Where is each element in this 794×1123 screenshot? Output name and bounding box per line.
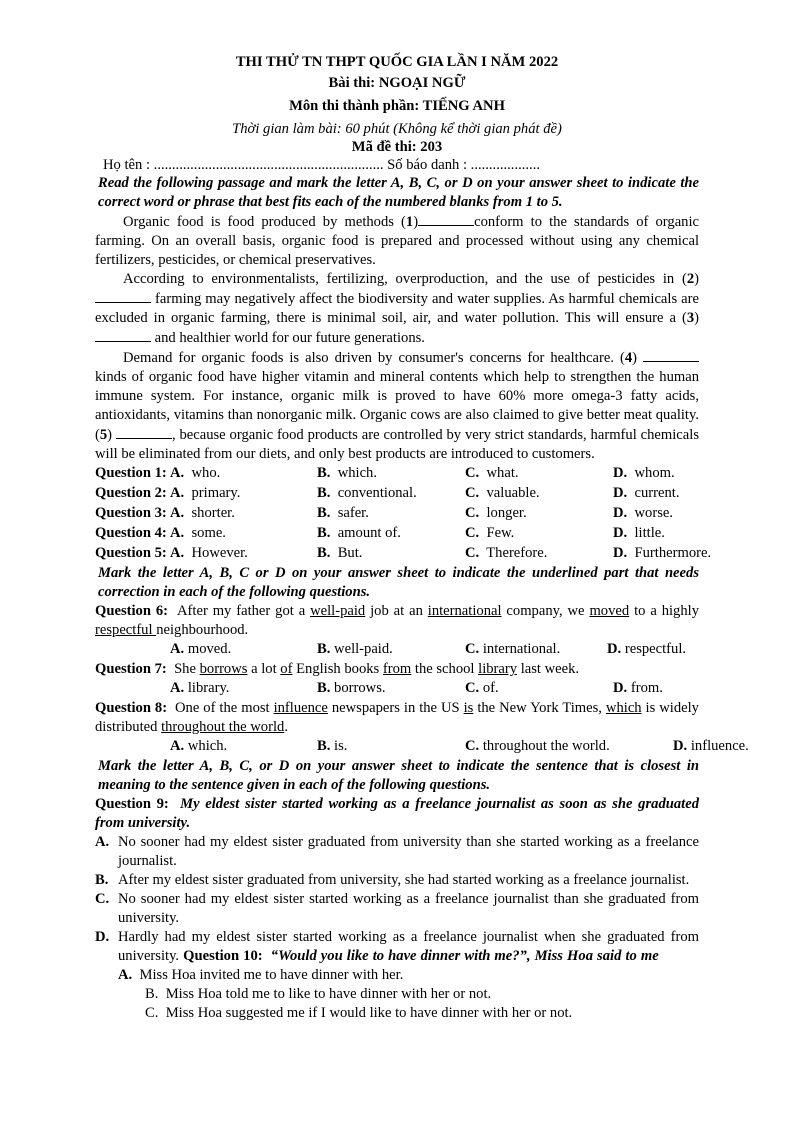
exam-subject: Bài thi: NGOẠI NGỮ <box>328 75 466 91</box>
passage-paragraph-1: Organic food is food produced by methods (1) conform to the standards of organic farming. On an overall basis, organic food is prepared and processed without using any chemical fertilizers, pesticides, or chemical preservatives. <box>95 214 700 268</box>
q6-option-d[interactable]: respectful. <box>624 641 687 657</box>
q8-option-b[interactable]: is. <box>334 738 348 754</box>
exam-code: Mã đề thi: 203 <box>351 139 443 155</box>
question-6-options: A. moved. B. well-paid. C. international. D. respectful. <box>170 641 687 657</box>
blank-3 <box>95 328 151 342</box>
option-d[interactable]: D. whom. <box>613 465 675 481</box>
question-label: Question 5: <box>95 545 167 561</box>
blank-2 <box>95 289 151 303</box>
question-10-text: “Would you like to have dinner with me?”, Miss Hoa said to me <box>270 948 659 964</box>
q6-option-c[interactable]: international. <box>482 641 561 657</box>
exam-title: THI THỬ TN THPT QUỐC GIA LẦN I NĂM 2022 <box>235 54 559 70</box>
option-c[interactable]: C. longer. <box>465 505 527 521</box>
exam-page <box>95 52 749 1023</box>
option-b[interactable]: B. which. <box>317 465 378 481</box>
question-9: Question 9: My eldest sister started working as a freelance journalist as soon as she graduated from university. <box>95 796 699 831</box>
question-7: Question 7: She borrows a lot of English books from the school library last week. <box>95 661 580 677</box>
question-10-label: Question 10: <box>183 948 263 964</box>
option-a[interactable]: A. shorter. <box>170 505 235 521</box>
option-c[interactable]: C. Therefore. <box>465 545 548 561</box>
question-label: Question 3: <box>95 505 167 521</box>
option-a[interactable]: A. primary. <box>170 485 241 501</box>
q9-option-d[interactable]: D. Hardly had my eldest sister started working as a freelance journalist when she graduated from university. Question 10: “Would you like to have dinner with me?”, Miss Hoa said to me A. Miss Hoa invited me to have dinner with her. <box>95 929 699 983</box>
question-row <box>95 544 712 564</box>
option-d[interactable]: D. Furthermore. <box>613 545 712 561</box>
questions-1-5 <box>95 464 712 564</box>
candidate-name-line: Họ tên : ............................................................... Số báo danh : ................... <box>103 157 540 173</box>
q8-option-d[interactable]: influence. <box>690 738 749 754</box>
option-d[interactable]: D. little. <box>613 525 665 541</box>
q6-option-b[interactable]: well-paid. <box>334 641 393 657</box>
q9-option-c[interactable]: C. No sooner had my eldest sister started working as a freelance journalist than she graduated from university. <box>95 891 699 926</box>
option-b[interactable]: B. But. <box>317 545 363 561</box>
question-row <box>95 484 699 504</box>
option-a[interactable]: A. who. <box>170 465 221 481</box>
question-label: Question 4: <box>95 525 167 541</box>
option-b[interactable]: B. conventional. <box>317 485 417 501</box>
q10-option-a[interactable]: Miss Hoa invited me to have dinner with her. <box>139 967 404 983</box>
section2-instruction: Mark the letter A, B, C or D on your answer sheet to indicate the underlined part that needs correction in each of the following questions. <box>98 565 699 600</box>
option-a[interactable]: A. some. <box>170 525 226 541</box>
q10-option-c[interactable]: C. Miss Hoa suggested me if I would like to have dinner with her or not. <box>145 1005 573 1021</box>
option-a[interactable]: A. However. <box>170 545 248 561</box>
q6-option-a[interactable]: moved. <box>187 641 232 657</box>
option-d[interactable]: D. worse. <box>613 505 674 521</box>
passage-paragraph-3: Demand for organic foods is also driven by consumer's concerns for healthcare. (4) kinds of organic food have higher vitamin and mineral contents which help to strengthen the human immune system. For instance, organic milk is proved to have 60% more omega-3 fatty acids, antioxidants, vitamins than nonorganic milk. Organic cows are also claimed to give better meat quality. (5) , because organic food products are controlled by very strict standards, harmful chemicals will be eliminated from our diets, and only best products are introduced to customers. <box>95 350 699 462</box>
question-row <box>95 504 699 524</box>
section3-instruction: Mark the letter A, B, C, or D on your answer sheet to indicate the sentence that is closest in meaning to the sentence given in each of the following questions. <box>98 758 699 793</box>
q7-option-c[interactable]: of. <box>482 680 499 696</box>
q9-option-b[interactable]: B. After my eldest sister graduated from university, she had started working as a freelance journalist. <box>95 872 690 888</box>
q8-option-c[interactable]: throughout the world. <box>482 738 610 754</box>
q9-option-a[interactable]: A. No sooner had my eldest sister graduated from university than she started working as a freelance journalist. <box>95 834 699 869</box>
question-8-options: A. which. B. is. C. throughout the world. D. influence. <box>170 738 749 754</box>
option-c[interactable]: C. valuable. <box>465 485 540 501</box>
option-c[interactable]: C. Few. <box>465 525 515 541</box>
q7-option-a[interactable]: library. <box>187 680 230 696</box>
section1-instruction: Read the following passage and mark the letter A, B, C, or D on your answer sheet to indicate the correct word or phrase that best fits each of the numbered blanks from 1 to 5. <box>98 175 699 210</box>
option-b[interactable]: B. safer. <box>317 505 369 521</box>
question-label: Question 2: <box>95 485 167 501</box>
blank-1 <box>418 212 474 226</box>
q10-option-b[interactable]: B. Miss Hoa told me to like to have dinner with her or not. <box>145 986 492 1002</box>
question-row <box>95 464 699 484</box>
question-label: Question 1: <box>95 465 167 481</box>
passage-paragraph-2: According to environmentalists, fertilizing, overproduction, and the use of pesticides in (2) farming may negatively affect the biodiversity and water supplies. As harmful chemicals are excluded in organic farming, there is minimal soil, air, and water pollution. This will ensure a (3) and healthier world for our future generations. <box>95 271 699 346</box>
q7-option-b[interactable]: borrows. <box>334 680 386 696</box>
q8-option-a[interactable]: which. <box>187 738 228 754</box>
option-c[interactable]: C. what. <box>465 465 519 481</box>
blank-4 <box>643 348 699 362</box>
question-7-options: A. library. B. borrows. C. of. D. from. <box>170 680 663 696</box>
q7-option-d[interactable]: from. <box>630 680 663 696</box>
option-b[interactable]: B. amount of. <box>317 525 401 541</box>
question-8: Question 8: One of the most influence newspapers in the US is the New York Times, which is widely distributed throughout the world. <box>95 700 699 735</box>
option-d[interactable]: D. current. <box>613 485 680 501</box>
exam-component: Môn thi thành phần: TIẾNG ANH <box>289 98 505 114</box>
exam-time: Thời gian làm bài: 60 phút (Không kể thời gian phát đề) <box>232 121 562 137</box>
blank-5 <box>116 425 172 439</box>
question-row <box>95 524 699 544</box>
question-6: Question 6: After my father got a well-paid job at an international company, we moved to a highly respectful neighbourhood. <box>95 603 699 638</box>
